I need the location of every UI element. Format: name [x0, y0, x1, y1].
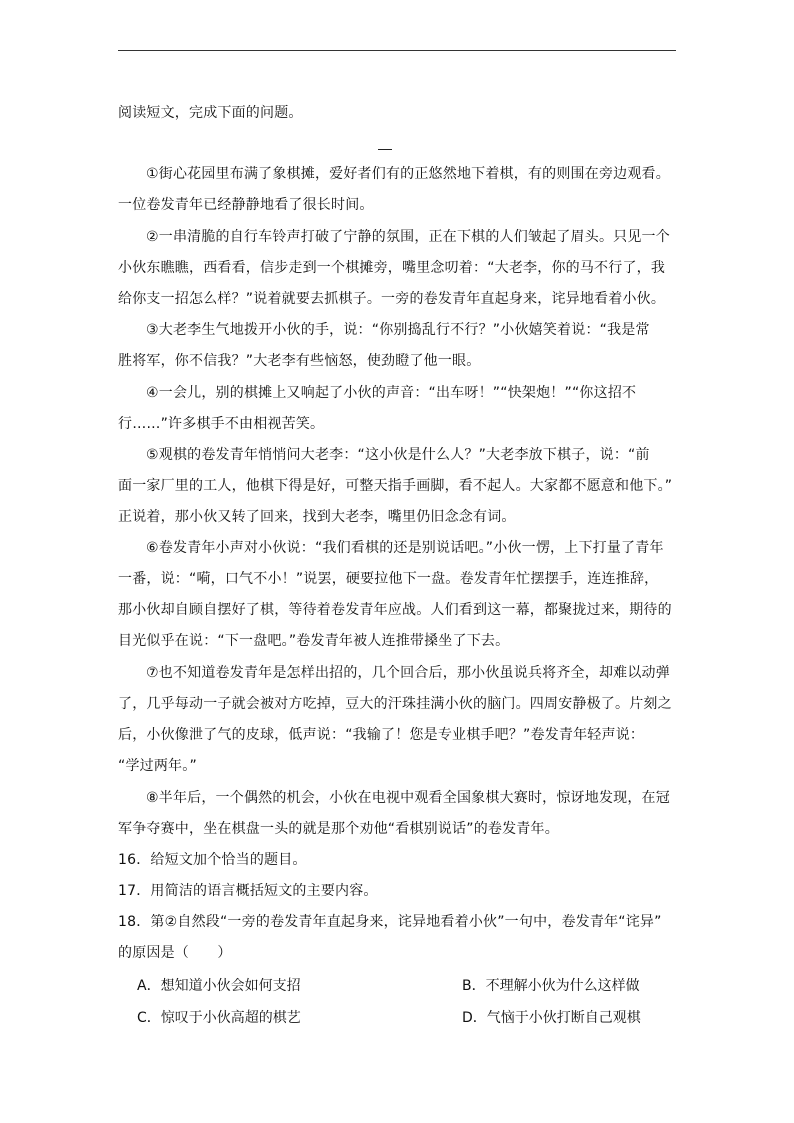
para-2-line-2: 小伙东瞧瞧，西看看，信步走到一个棋摊旁，嘴里念叨着：“大老李，你的马不行了，我 — [118, 260, 666, 276]
option-d: D．气恼于小伙打断自己观棋 — [462, 1010, 641, 1026]
para-3-line-1: ③大老李生气地拨开小伙的手，说：“你别捣乱行不行？”小伙嬉笑着说：“我是常 — [146, 322, 650, 338]
para-7-line-2: 了，几乎每动一子就会被对方吃掉，豆大的汗珠挂满小伙的脑门。四周安静极了。片刻之 — [118, 696, 672, 712]
question-18-line-1: 18．第②自然段“一旁的卷发青年直起身来，诧异地看着小伙”一句中，卷发青年“诧异” — [118, 914, 662, 930]
para-3-line-2: 胜将军，你不信我？”大老李有些恼怒，使劲瞪了他一眼。 — [118, 353, 481, 369]
option-c: C．惊叹于小伙高超的棋艺 — [137, 1010, 301, 1026]
question-17: 17．用简洁的语言概括短文的主要内容。 — [118, 883, 378, 899]
para-4-line-2: 行……”许多棋手不由相视苦笑。 — [118, 416, 325, 432]
instruction-text: 阅读短文，完成下面的问题。 — [118, 105, 303, 121]
para-1-line-1: ①街心花园里布满了象棋摊，爱好者们有的正悠然地下着棋，有的则围在旁边观看。 — [146, 166, 670, 182]
para-8-line-1: ⑧半年后，一个偶然的机会，小伙在电视中观看全国象棋大赛时，惊讶地发现，在冠 — [146, 790, 670, 806]
para-5-line-2: 面一家厂里的工人，他棋下得是好，可整天指手画脚，看不起人。大家都不愿意和他下。” — [118, 478, 673, 494]
para-6-line-1: ⑥卷发青年小声对小伙说：“我们看棋的还是别说话吧。”小伙一愣，上下打量了青年 — [146, 540, 664, 556]
para-5-line-1: ⑤观棋的卷发青年悄悄问大老李：“这小伙是什么人？”大老李放下棋子，说：“前 — [146, 447, 650, 463]
para-1-line-2: 一位卷发青年已经静静地看了很长时间。 — [118, 197, 374, 213]
question-18-line-2: 的原因是（ ） — [118, 945, 232, 961]
header-rule — [118, 50, 676, 51]
para-2-line-3: 给你支一招怎么样？”说着就要去抓棋子。一旁的卷发青年直起身来，诧异地看着小伙。 — [118, 291, 666, 307]
title-blank-line — [378, 149, 392, 150]
para-8-line-2: 军争夺赛中，坐在棋盘一头的就是那个劝他“看棋别说话”的卷发青年。 — [118, 821, 559, 837]
para-6-line-4: 目光似乎在说：“下一盘吧。”卷发青年被人连推带搡坐了下去。 — [118, 633, 510, 649]
para-2-line-1: ②一串清脆的自行车铃声打破了宁静的氛围，正在下棋的人们皱起了眉头。只见一个 — [146, 229, 670, 245]
para-5-line-3: 正说着，那小伙又转了回来，找到大老李，嘴里仍旧念念有词。 — [118, 509, 516, 525]
question-16: 16．给短文加个恰当的题目。 — [118, 852, 307, 868]
para-7-line-1: ⑦也不知道卷发青年是怎样出招的，几个回合后，那小伙虽说兵将齐全，却难以动弹 — [146, 665, 670, 681]
para-6-line-2: 一番，说：“嗬，口气不小！”说罢，硬要拉他下一盘。卷发青年忙摆摆手，连连推辞， — [118, 571, 659, 587]
para-4-line-1: ④一会儿，别的棋摊上又响起了小伙的声音：“出车呀！”“快架炮！”“你这招不 — [146, 385, 637, 401]
option-b: B．不理解小伙为什么这样做 — [462, 978, 640, 994]
para-7-line-3: 后，小伙像泄了气的皮球，低声说：“我输了！您是专业棋手吧？”卷发青年轻声说： — [118, 727, 645, 743]
option-a: A．想知道小伙会如何支招 — [137, 978, 301, 994]
para-6-line-3: 那小伙却自顾自摆好了棋，等待着卷发青年应战。人们看到这一幕，都聚拢过来，期待的 — [118, 602, 672, 618]
para-7-line-4: “学过两年。” — [118, 758, 197, 774]
